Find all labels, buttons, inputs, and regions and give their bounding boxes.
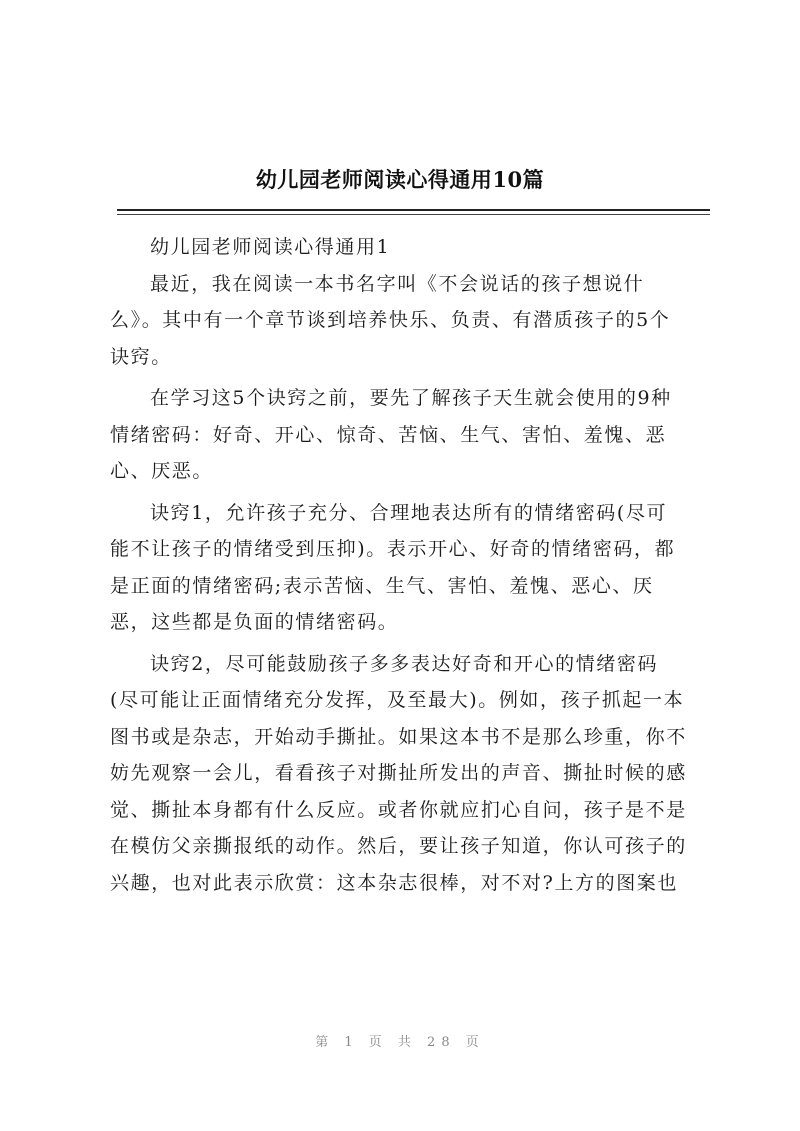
paragraph-line: 妨先观察一会儿，看看孩子对撕扯所发出的声音、撕扯时候的感 bbox=[110, 762, 687, 784]
page-title: 幼儿园老师阅读心得通用10篇 bbox=[255, 167, 545, 192]
paragraph-line: (尽可能让正面情绪充分发挥，及至最大)。例如，孩子抓起一本 bbox=[110, 689, 685, 711]
section-heading: 幼儿园老师阅读心得通用1 bbox=[150, 236, 391, 258]
paragraph-line: 诀窍。 bbox=[110, 345, 172, 368]
paragraph-line: 情绪密码：好奇、开心、惊奇、苦恼、生气、害怕、羞愧、恶 bbox=[110, 423, 667, 446]
paragraph-line: 诀窍1，允许孩子充分、合理地表达所有的情绪密码(尽可 bbox=[150, 501, 668, 524]
paragraph-line: 在学习这5个诀窍之前，要先了解孩子天生就会使用的9种 bbox=[150, 387, 672, 409]
paragraph-line: 诀窍2，尽可能鼓励孩子多多表达好奇和开心的情绪密码 bbox=[150, 652, 659, 675]
paragraph-line: 最近，我在阅读一本书名字叫《不会说话的孩子想说什 bbox=[150, 272, 645, 295]
paragraph-line: 是正面的情绪密码;表示苦恼、生气、害怕、羞愧、恶心、厌 bbox=[110, 574, 654, 597]
paragraph-line: 能不让孩子的情绪受到压抑)。表示开心、好奇的情绪密码，都 bbox=[110, 538, 676, 560]
title-divider-thin bbox=[117, 214, 710, 215]
paragraph-line: 兴趣，也对此表示欣赏：这本杂志很棒，对不对?上方的图案也 bbox=[110, 871, 678, 894]
paragraph-line: 觉、撕扯本身都有什么反应。或者你就应扪心自问，孩子是不是 bbox=[110, 798, 687, 821]
page-footer: 第 1 页 共 28 页 bbox=[315, 1035, 485, 1050]
body-text bbox=[110, 229, 712, 901]
title-divider-thick bbox=[117, 209, 710, 211]
paragraph-line: 心、厌恶。 bbox=[110, 460, 214, 482]
paragraph-line: 图书或是杂志，开始动手撕扯。如果这本书不是那么珍重，你不 bbox=[110, 725, 687, 748]
paragraph-line: 在模仿父亲撕报纸的动作。然后，要让孩子知道，你认可孩子的 bbox=[110, 835, 687, 857]
paragraph-line: 恶，这些都是负面的情绪密码。 bbox=[110, 611, 399, 633]
paragraph-line: 么》。其中有一个章节谈到培养快乐、负责、有潜质孩子的5个 bbox=[110, 309, 671, 331]
